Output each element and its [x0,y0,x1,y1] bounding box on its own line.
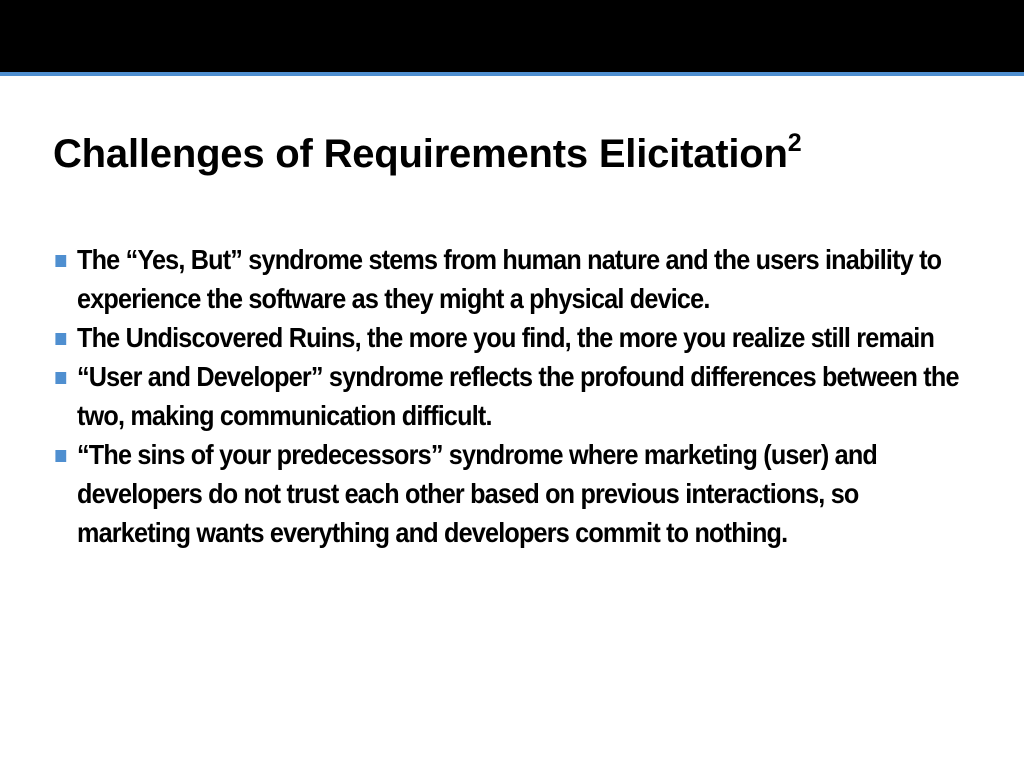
bullet-text: “User and Developer” syndrome reflects the profound differences between the two, making communication difficult. [77,361,959,431]
slide-title [53,126,801,182]
square-bullet-icon [55,255,66,267]
bullet-item [77,357,977,435]
header-divider [0,72,1024,76]
square-bullet-icon [55,333,66,345]
header-band [0,0,1024,72]
bullet-text: The Undiscovered Ruins, the more you find, the more you realize still remain [77,322,935,353]
bullet-item [77,435,977,552]
bullet-list [0,240,1024,552]
bullet-item [77,318,977,357]
bullet-text: “The sins of your predecessors” syndrome where marketing (user) and developers do not trust each other based on previous interactions, so marketing wants everything and developers commit to nothing. [77,439,877,548]
bullet-item [77,240,977,318]
square-bullet-icon [55,450,66,462]
square-bullet-icon [55,372,66,384]
title-superscript: 2 [787,128,802,157]
bullet-text: The “Yes, But” syndrome stems from human nature and the users inability to experience the software as they might a physical device. [77,244,942,314]
slide-title-text: Challenges of Requirements Elicitation [53,132,788,176]
